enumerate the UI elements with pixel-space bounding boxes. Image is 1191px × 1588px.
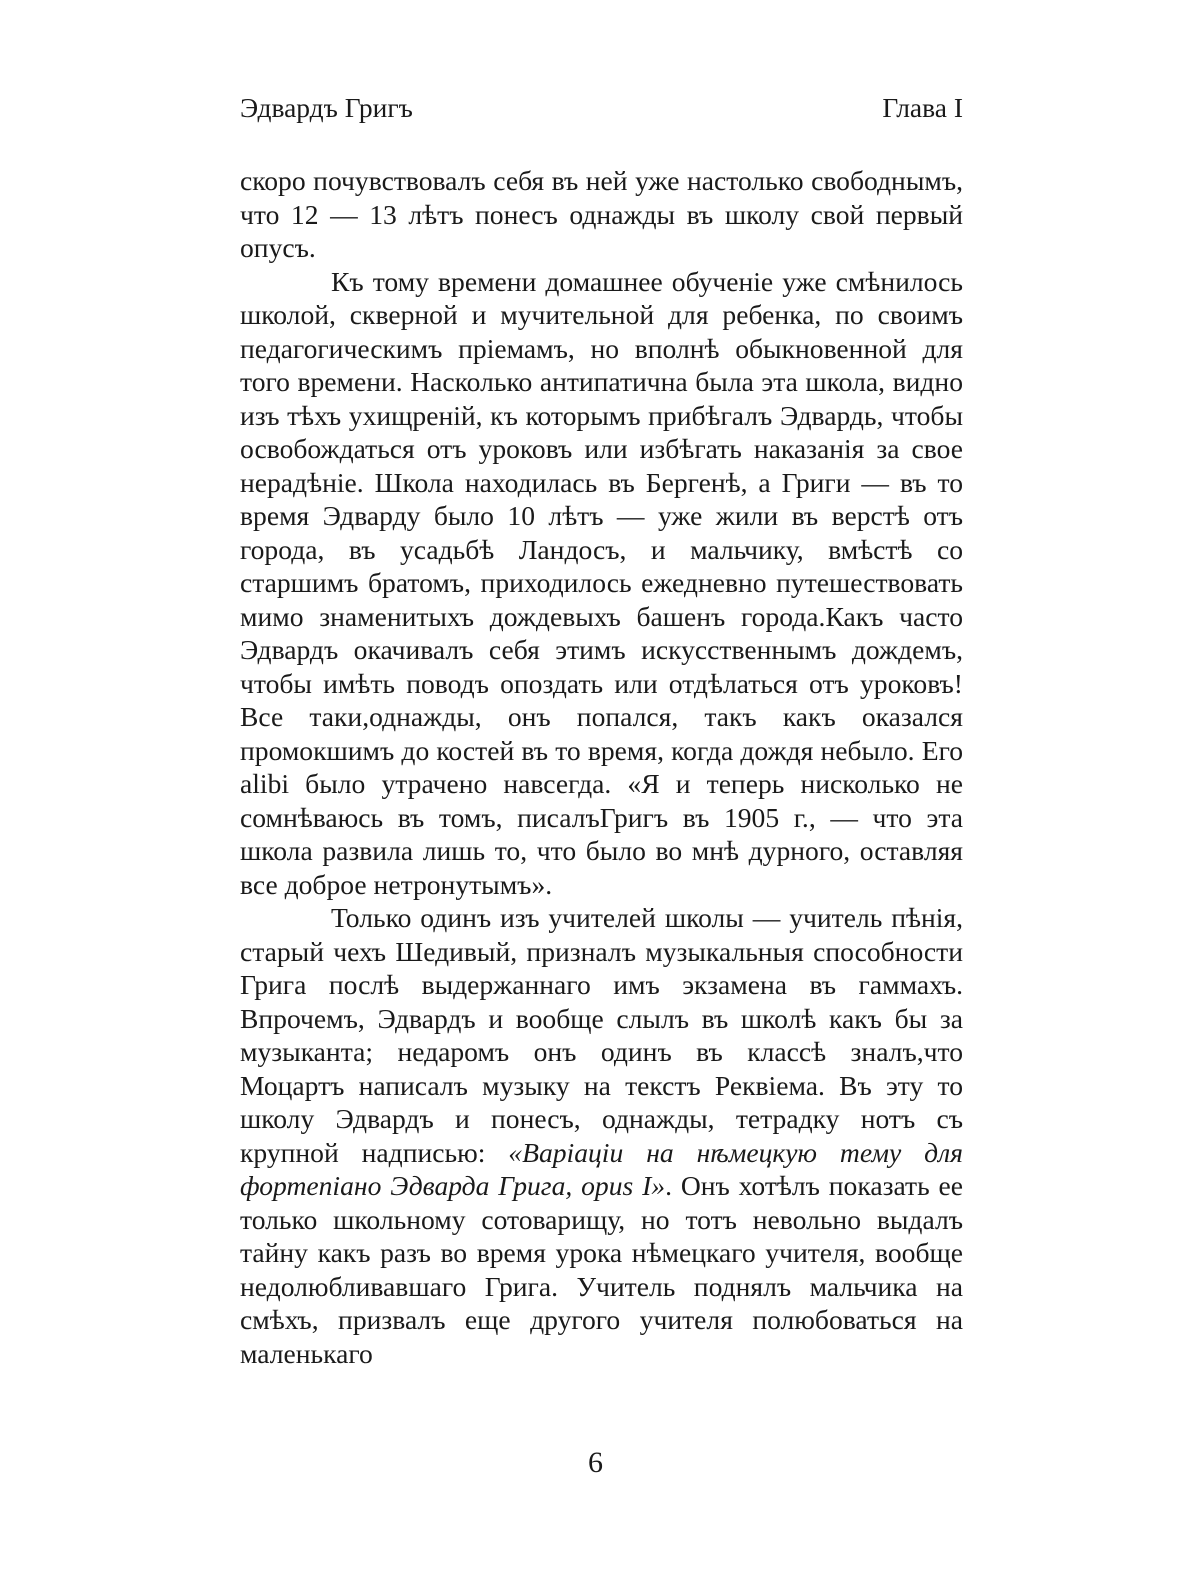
- paragraph-school: Къ тому времени домашнее обученіе уже смѣнилось школой, скверной и мучительной для ребенка, по своимъ педагогическимъ пріемамъ, но вполнѣ обыкновенной для того времени. Насколько антипатична была эта школа, видно изъ тѣхъ ухищреній, къ которымъ прибѣгалъ Эдвардь, чтобы освобождаться отъ уроковъ или избѣгать наказанія за свое нерадѣніе. Школа находилась въ Бергенѣ, а Григи — въ то время Эдварду было 10 лѣтъ — уже жили въ верстѣ отъ города, въ усадьбѣ Ландосъ, и мальчику, вмѣстѣ со старшимъ братомъ, приходилось ежедневно путешествовать мимо знаменитыхъ дождевыхъ башенъ города.Какъ часто Эдвардъ окачивалъ себя этимъ искусственнымъ дождемъ, чтобы имѣть поводъ опоздать или отдѣлаться отъ уроковъ! Все таки,однажды, онъ попался, такъ какъ оказался промокшимъ до костей въ то время, когда дождя небыло. Его alibi было утрачено навсегда. «Я и теперь нисколько не сомнѣваюсь въ томъ, писалъГригъ въ 1905 г., — что эта школа развила лишь то, что было во мнѣ дурного, оставляя все доброе нетронутымъ».: [240, 265, 963, 900]
- body-text: [240, 164, 963, 1370]
- paragraph-teacher-text-start: Только одинъ изъ учителей школы — учитель пѣнія, старый чехъ Шедивый, призналъ музыкальныя способности Грига послѣ выдержаннаго имъ экзамена въ гаммахъ. Впрочемъ, Эдвардъ и вообще слылъ въ школѣ какъ бы за музыканта; недаромъ онъ одинъ въ классѣ зналъ,что Моцартъ написалъ музыку на текстъ Реквіема. Въ эту то школу Эдвардъ и понесъ, однажды, тетрадку нотъ съ крупной надписью:: [240, 902, 963, 1168]
- running-head-author: Эдвардъ Григъ: [240, 92, 413, 123]
- opus-title-italic: «Варіаціи на нѣмецкую тему для фортепіано Эдварда Грига, opus I»: [240, 1136, 963, 1201]
- running-head-chapter: Глава I: [882, 92, 963, 123]
- paragraph-teacher-text-end: . Онъ хотѣлъ показать ее только школьному сотоварищу, но тотъ невольно выдалъ тайну какъ разъ во время урока нѣмецкаго учителя, вообще недолюбливавшаго Грига. Учитель поднялъ мальчика на смѣхъ, призвалъ еще другого учителя полюбоваться на маленькаго: [240, 1170, 963, 1369]
- paragraph-teacher: [240, 901, 963, 1370]
- page-number: 6: [588, 1446, 603, 1479]
- paragraph-continued: скоро почувствовалъ себя въ ней уже настолько свободнымъ, что 12 — 13 лѣтъ понесъ однажды въ школу свой первый опусъ.: [240, 165, 963, 263]
